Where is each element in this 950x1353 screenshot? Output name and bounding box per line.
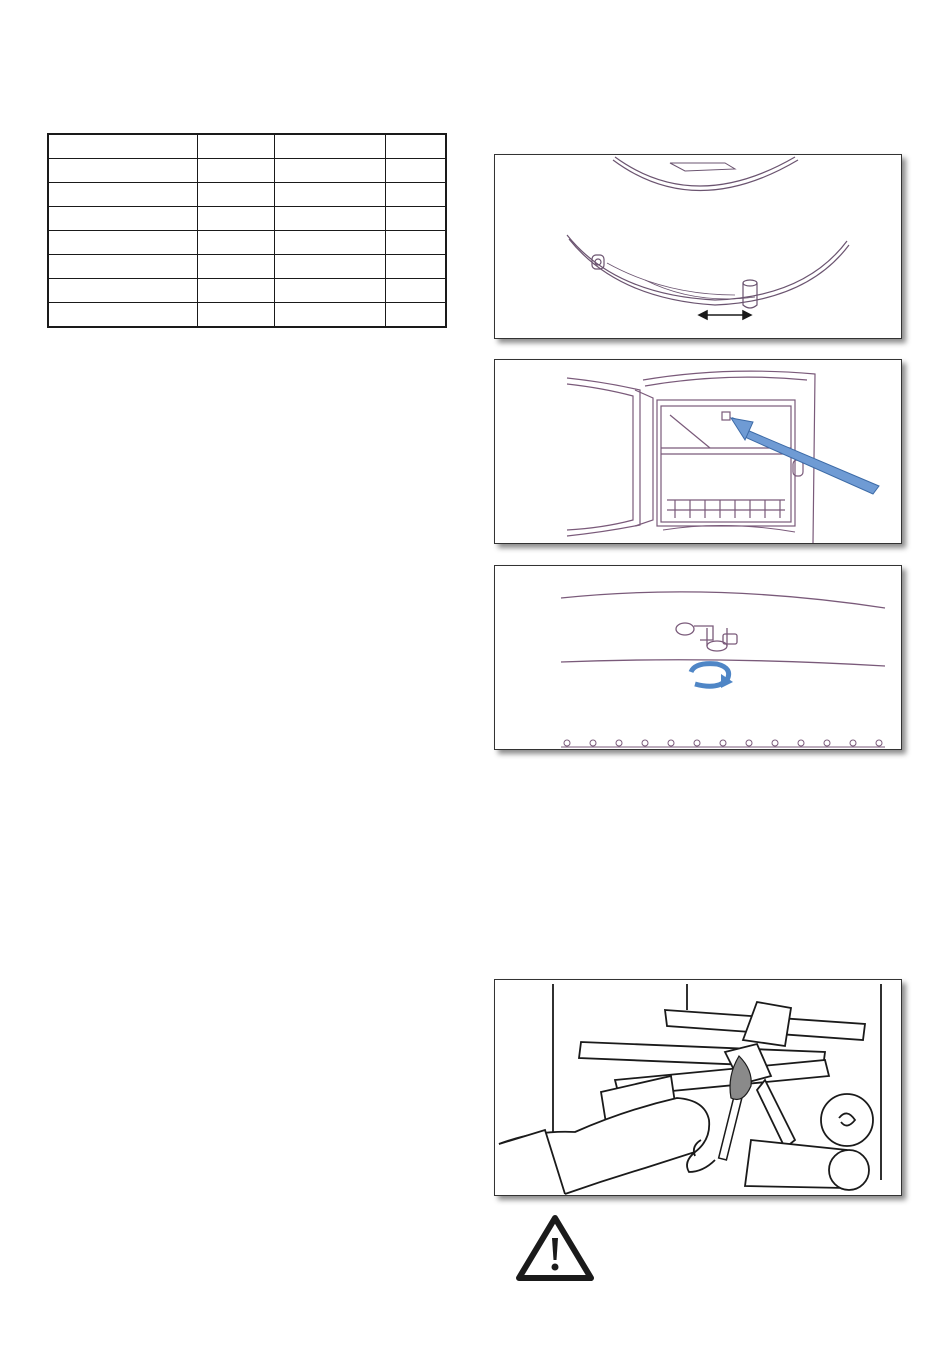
table-cell xyxy=(198,207,275,231)
data-table xyxy=(47,133,447,328)
table-cell xyxy=(198,183,275,207)
open-stove-drawing xyxy=(495,360,901,543)
table-cell xyxy=(386,207,447,231)
table-cell xyxy=(198,279,275,303)
table-cell xyxy=(48,207,198,231)
table-cell xyxy=(275,303,386,328)
pointer-arrow-icon xyxy=(731,418,879,494)
figure-lighting-fire xyxy=(494,979,902,1196)
table-row xyxy=(48,207,446,231)
table-cell xyxy=(386,183,447,207)
lighting-fire-drawing xyxy=(495,980,901,1195)
stove-base-drawing xyxy=(495,155,901,338)
table-cell xyxy=(48,303,198,328)
table-cell xyxy=(198,134,275,159)
table-row xyxy=(48,159,446,183)
table-cell xyxy=(386,159,447,183)
rotate-arrow-icon xyxy=(691,664,733,688)
table-cell xyxy=(48,183,198,207)
table-row xyxy=(48,303,446,328)
table-cell xyxy=(275,231,386,255)
table-row xyxy=(48,134,446,159)
table-cell xyxy=(198,255,275,279)
table-cell xyxy=(386,279,447,303)
double-arrow-icon xyxy=(699,311,751,319)
table-cell xyxy=(198,231,275,255)
table-cell xyxy=(275,255,386,279)
table-row xyxy=(48,183,446,207)
table-cell xyxy=(275,159,386,183)
table-cell xyxy=(275,183,386,207)
table-row xyxy=(48,255,446,279)
table-cell xyxy=(48,231,198,255)
riddler-knob-drawing xyxy=(495,566,901,749)
table-cell xyxy=(48,279,198,303)
table-cell xyxy=(386,231,447,255)
table-cell xyxy=(48,134,198,159)
table-cell xyxy=(48,255,198,279)
table-cell xyxy=(275,279,386,303)
table-cell xyxy=(275,134,386,159)
warning-triangle-icon xyxy=(515,1214,595,1282)
figure-air-control-lever xyxy=(494,154,902,339)
figure-riddler-knob xyxy=(494,565,902,750)
figure-open-stove-door xyxy=(494,359,902,544)
table-cell xyxy=(386,255,447,279)
table-cell xyxy=(198,159,275,183)
table-row xyxy=(48,231,446,255)
table-cell xyxy=(198,303,275,328)
table-row xyxy=(48,279,446,303)
table-cell xyxy=(48,159,198,183)
table-cell xyxy=(275,207,386,231)
table-cell xyxy=(386,134,447,159)
table-cell xyxy=(386,303,447,328)
